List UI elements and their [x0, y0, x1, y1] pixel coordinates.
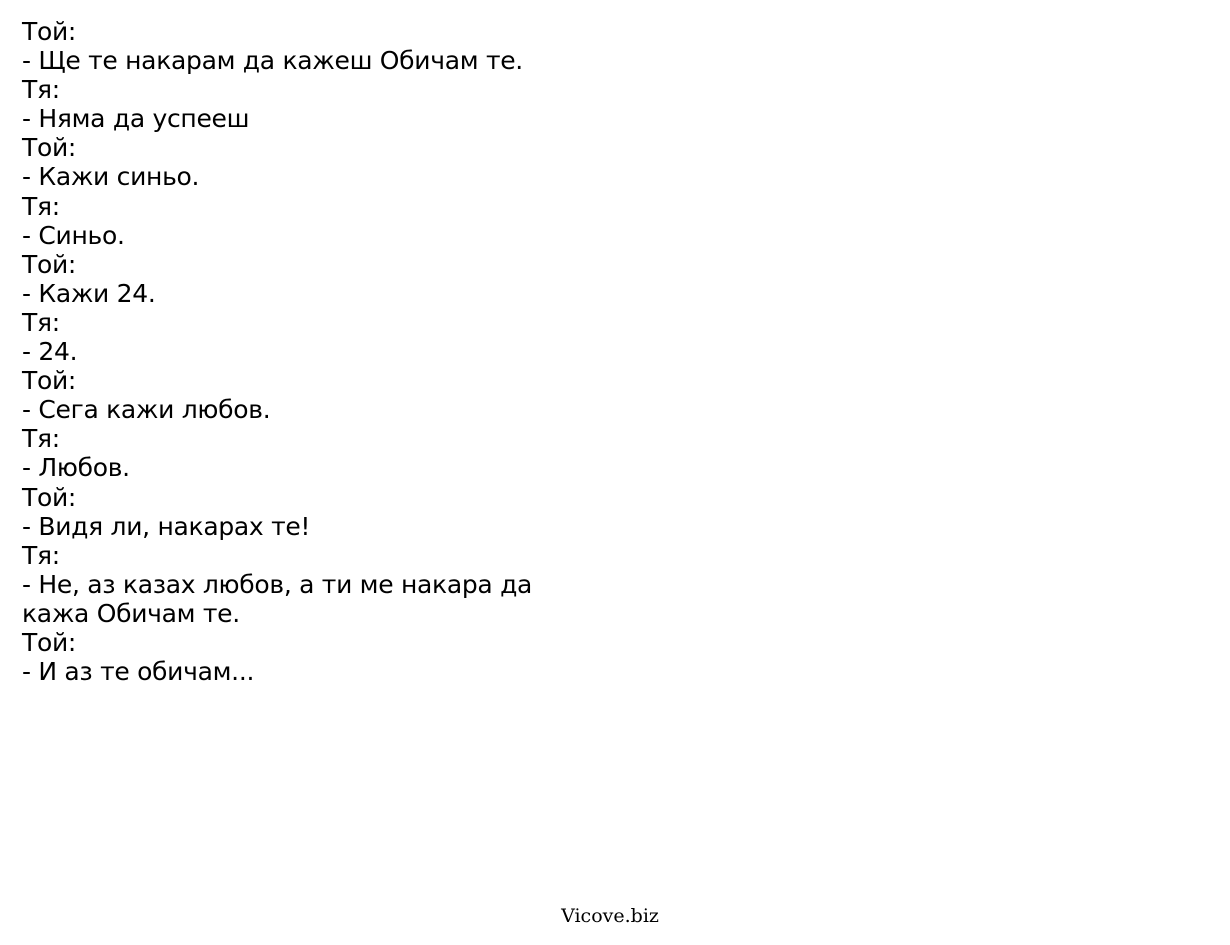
- site-watermark: Vicove.biz: [561, 905, 659, 927]
- speaker-label: Тя:: [22, 307, 60, 337]
- dialogue-line: - Няма да успееш: [22, 104, 250, 134]
- dialogue-line: - Видя ли, накарах те!: [22, 511, 311, 541]
- dialogue-line: - Сега кажи любов.: [22, 395, 271, 425]
- dialogue-line: - 24.: [22, 337, 78, 367]
- speaker-label: Той:: [22, 249, 77, 279]
- dialogue-line: - Ще те накарам да кажеш Обичам те.: [22, 46, 523, 76]
- dialogue-line: - Любов.: [22, 453, 130, 483]
- speaker-label: Тя:: [22, 191, 60, 221]
- joke-text: [22, 17, 582, 686]
- speaker-label: Тя:: [22, 75, 60, 105]
- dialogue-line: - Кажи синьо.: [22, 162, 200, 192]
- speaker-label: Той:: [22, 482, 77, 512]
- speaker-label: Тя:: [22, 540, 60, 570]
- dialogue-line: - Кажи 24.: [22, 278, 156, 308]
- dialogue-line: - Не, аз казах любов, а ти ме накара да: [22, 569, 533, 599]
- speaker-label: Тя:: [22, 424, 60, 454]
- speaker-label: Той:: [22, 366, 77, 396]
- speaker-label: Той:: [22, 17, 77, 46]
- dialogue-line: - И аз те обичам...: [22, 657, 255, 687]
- speaker-label: Той:: [22, 627, 77, 657]
- dialogue-line: - Синьо.: [22, 220, 125, 250]
- speaker-label: Той:: [22, 133, 77, 163]
- dialogue-line-continued: кажа Обичам те.: [22, 598, 240, 628]
